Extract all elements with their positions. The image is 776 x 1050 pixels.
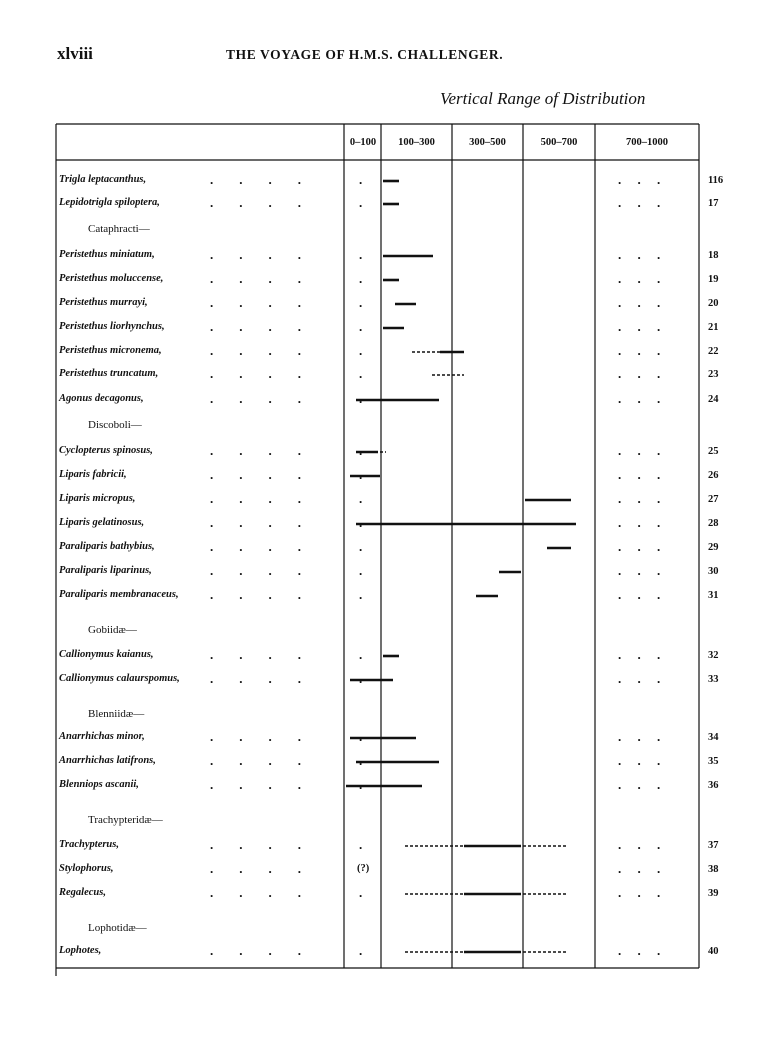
leader-dots: . . . . — [210, 172, 301, 187]
species-name: Lophotes, — [59, 945, 102, 956]
species-name: Trigla leptacanthus, — [59, 174, 147, 185]
row-number: 35 — [708, 756, 719, 767]
leader-dots: . . . — [618, 861, 661, 876]
leader-dots: . — [359, 671, 363, 686]
species-row — [0, 883, 776, 907]
leader-dots: . . . — [618, 295, 661, 310]
species-row — [0, 645, 776, 669]
leader-dots: . — [359, 366, 363, 381]
leader-dots: . . . . — [210, 671, 301, 686]
leader-dots: . . . . — [210, 271, 301, 286]
page-number: xlviii — [57, 44, 93, 63]
species-name: Paraliparis liparinus, — [59, 565, 152, 576]
leader-dots: . . . — [618, 587, 661, 602]
leader-dots: . . . — [618, 729, 661, 744]
row-number: 21 — [708, 322, 719, 333]
species-name: Anarrhichas latifrons, — [59, 755, 156, 766]
species-row — [0, 835, 776, 859]
row-number: 20 — [708, 298, 719, 309]
leader-dots: . . . . — [210, 491, 301, 506]
leader-dots: . . . — [618, 491, 661, 506]
species-name: Liparis fabricii, — [59, 469, 127, 480]
leader-dots: . — [359, 491, 363, 506]
leader-dots: . . . . — [210, 885, 301, 900]
leader-dots: . — [359, 539, 363, 554]
species-row — [0, 269, 776, 293]
leader-dots: . — [359, 777, 363, 792]
species-name: Cyclopterus spinosus, — [59, 445, 153, 456]
species-row — [0, 170, 776, 194]
species-row — [0, 364, 776, 388]
group-heading: Gobiidæ— — [88, 624, 137, 636]
leader-dots: . . . . — [210, 729, 301, 744]
group-heading: Blenniidæ— — [88, 708, 145, 720]
row-number: 30 — [708, 566, 719, 577]
row-number: 26 — [708, 470, 719, 481]
leader-dots: . . . — [618, 539, 661, 554]
species-name: Peristethus murrayi, — [59, 297, 148, 308]
leader-dots: . . . — [618, 515, 661, 530]
row-number: 24 — [708, 394, 719, 405]
leader-dots: . . . . — [210, 295, 301, 310]
group-heading-row — [0, 415, 776, 439]
leader-dots: . — [359, 443, 363, 458]
row-number: 36 — [708, 780, 719, 791]
group-heading: Lophotidæ— — [88, 922, 147, 934]
leader-dots: . — [359, 885, 363, 900]
leader-dots: . . . — [618, 271, 661, 286]
species-row — [0, 513, 776, 537]
leader-dots: . . . . — [210, 539, 301, 554]
species-row — [0, 585, 776, 609]
row-number: 25 — [708, 446, 719, 457]
row-number: 33 — [708, 674, 719, 685]
leader-dots: . . . — [618, 943, 661, 958]
group-heading: Trachypteridæ— — [88, 814, 163, 826]
species-name: Agonus decagonus, — [59, 393, 144, 404]
leader-dots: . — [359, 753, 363, 768]
species-row — [0, 537, 776, 561]
leader-dots: . — [359, 343, 363, 358]
leader-dots: . . . . — [210, 343, 301, 358]
leader-dots: . . . . — [210, 319, 301, 334]
species-name: Regalecus, — [59, 887, 106, 898]
row-number: 39 — [708, 888, 719, 899]
species-row — [0, 941, 776, 965]
species-row — [0, 669, 776, 693]
species-name: Liparis micropus, — [59, 493, 136, 504]
column-header-100-300: 100–300 — [398, 137, 435, 148]
species-row — [0, 859, 776, 883]
leader-dots: . — [359, 515, 363, 530]
leader-dots: . . . . — [210, 943, 301, 958]
row-number: 23 — [708, 369, 719, 380]
row-number: 28 — [708, 518, 719, 529]
leader-dots: . . . . — [210, 587, 301, 602]
species-name: Blenniops ascanii, — [59, 779, 139, 790]
species-name: Peristethus miniatum, — [59, 249, 155, 260]
species-name: Anarrhichas minor, — [59, 731, 145, 742]
species-name: Peristethus liorhynchus, — [59, 321, 165, 332]
species-name: Lepidotrigla spiloptera, — [59, 197, 160, 208]
leader-dots: . . . — [618, 837, 661, 852]
group-heading: Cataphracti— — [88, 223, 150, 235]
species-name: Callionymus calaurspomus, — [59, 673, 180, 684]
leader-dots: . . . — [618, 467, 661, 482]
column-header-0-100: 0–100 — [349, 137, 377, 148]
group-heading-row — [0, 704, 776, 728]
leader-dots: . . . — [618, 319, 661, 334]
row-number: 116 — [708, 175, 724, 186]
leader-dots: . . . . — [210, 366, 301, 381]
species-name: Peristethus micronema, — [59, 345, 162, 356]
species-name: Peristethus moluccense, — [59, 273, 164, 284]
row-number: 29 — [708, 542, 719, 553]
row-number: 34 — [708, 732, 719, 743]
species-row — [0, 389, 776, 413]
leader-dots: . — [359, 172, 363, 187]
leader-dots: . . . . — [210, 195, 301, 210]
leader-dots: . . . — [618, 671, 661, 686]
running-title: THE VOYAGE OF H.M.S. CHALLENGER. — [226, 47, 504, 62]
leader-dots: . . . . — [210, 443, 301, 458]
uncertain-mark: (?) — [357, 863, 370, 874]
row-number: 38 — [708, 864, 719, 875]
leader-dots: . . . — [618, 563, 661, 578]
leader-dots: . — [359, 319, 363, 334]
species-row — [0, 245, 776, 269]
species-row — [0, 317, 776, 341]
leader-dots: . . . — [618, 172, 661, 187]
column-header-500-700: 500–700 — [540, 137, 578, 148]
species-name: Trachypterus, — [59, 839, 119, 850]
leader-dots: . — [359, 837, 363, 852]
species-name: Liparis gelatinosus, — [59, 517, 145, 528]
leader-dots: . — [359, 247, 363, 262]
leader-dots: . . . — [618, 195, 661, 210]
leader-dots: . — [359, 943, 363, 958]
row-number: 27 — [708, 494, 719, 505]
leader-dots: . . . . — [210, 467, 301, 482]
species-row — [0, 293, 776, 317]
species-name: Paraliparis bathybius, — [59, 541, 155, 552]
row-number: 22 — [708, 346, 719, 357]
leader-dots: . . . . — [210, 515, 301, 530]
species-row — [0, 489, 776, 513]
species-row — [0, 341, 776, 365]
leader-dots: . . . — [618, 391, 661, 406]
group-heading-row — [0, 918, 776, 942]
leader-dots: . . . — [618, 366, 661, 381]
leader-dots: . . . . — [210, 837, 301, 852]
leader-dots: . . . . — [210, 861, 301, 876]
species-name: Callionymus kaianus, — [59, 649, 154, 660]
leader-dots: . . . — [618, 443, 661, 458]
leader-dots: . . . — [618, 753, 661, 768]
leader-dots: . . . — [618, 777, 661, 792]
species-name: Paraliparis membranaceus, — [59, 589, 179, 600]
row-number: 18 — [708, 250, 719, 261]
column-header-700-1000: 700–1000 — [626, 137, 668, 148]
row-number: 19 — [708, 274, 719, 285]
leader-dots: . . . . — [210, 777, 301, 792]
group-heading-row — [0, 219, 776, 243]
leader-dots: . . . . — [210, 247, 301, 262]
species-row — [0, 727, 776, 751]
leader-dots: . — [359, 195, 363, 210]
species-name: Peristethus truncatum, — [59, 368, 159, 379]
leader-dots: . . . . — [210, 753, 301, 768]
leader-dots: . . . — [618, 247, 661, 262]
column-header-300-500: 300–500 — [469, 137, 506, 148]
group-heading-row — [0, 810, 776, 834]
leader-dots: . . . . — [210, 391, 301, 406]
group-heading-row — [0, 620, 776, 644]
species-row — [0, 465, 776, 489]
species-name: Stylophorus, — [59, 863, 114, 874]
row-number: 31 — [708, 590, 719, 601]
leader-dots: . . . — [618, 647, 661, 662]
table-subtitle: Vertical Range of Distribution — [440, 89, 646, 108]
leader-dots: . — [359, 563, 363, 578]
leader-dots: . . . — [618, 343, 661, 358]
leader-dots: . . . . — [210, 647, 301, 662]
row-number: 40 — [708, 946, 719, 957]
row-number: 37 — [708, 840, 719, 851]
leader-dots: . . . . — [210, 563, 301, 578]
species-row — [0, 775, 776, 799]
row-number: 17 — [708, 198, 719, 209]
species-row — [0, 561, 776, 585]
leader-dots: . — [359, 729, 363, 744]
leader-dots: . . . — [618, 885, 661, 900]
leader-dots: . — [359, 587, 363, 602]
leader-dots: . — [359, 391, 363, 406]
species-row — [0, 441, 776, 465]
species-row — [0, 193, 776, 217]
leader-dots: . — [359, 295, 363, 310]
group-heading: Discoboli— — [88, 419, 142, 431]
leader-dots: . — [359, 647, 363, 662]
row-number: 32 — [708, 650, 719, 661]
leader-dots: . — [359, 271, 363, 286]
leader-dots: . — [359, 467, 363, 482]
species-row — [0, 751, 776, 775]
